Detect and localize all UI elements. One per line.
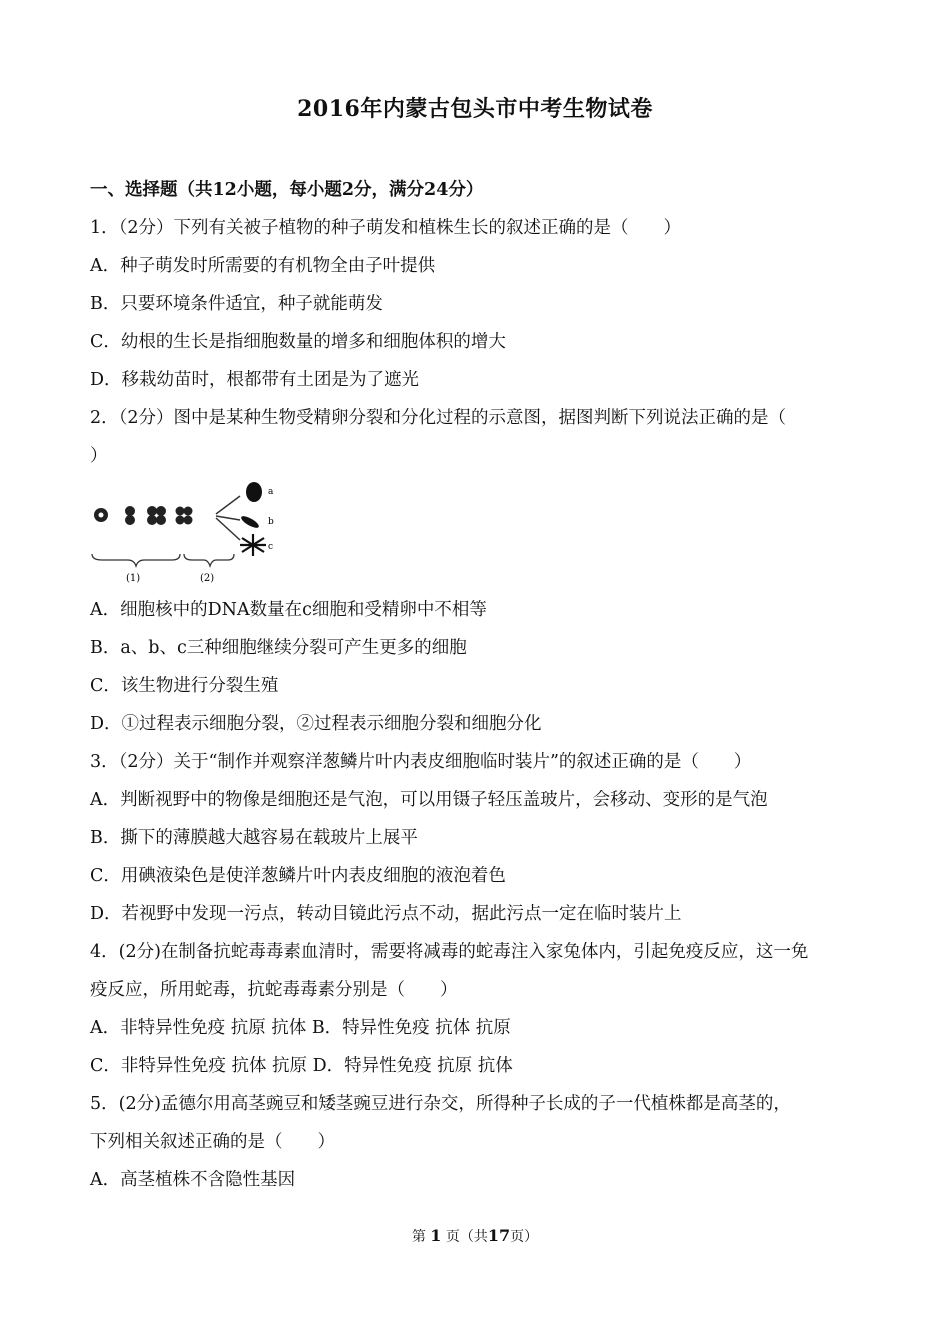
question-2-stem-cont: ）	[90, 446, 108, 466]
question-2-option-c: C．该生物进行分裂生殖	[90, 676, 279, 696]
cell-division-figure	[88, 478, 288, 586]
question-4-stem: 4．(2分)在制备抗蛇毒毒素血清时，需要将减毒的蛇毒注入家兔体内，引起免疫反应，这一免	[90, 942, 809, 962]
eight-cell-stage	[176, 507, 185, 516]
page-footer: 第 1 页（共17页）	[411, 1226, 539, 1245]
question-2-option-a: A．细胞核中的DNA数量在c细胞和受精卵中不相等	[90, 600, 487, 620]
question-4-options-cd: C．非特异性免疫 抗体 抗原 D．特异性免疫 抗原 抗体	[90, 1056, 513, 1076]
question-5-option-a: A．高茎植株不含隐性基因	[90, 1170, 296, 1190]
question-1-option-d: D．移栽幼苗时，根都带有土团是为了遮光	[90, 370, 420, 390]
question-1-option-b: B．只要环境条件适宜，种子就能萌发	[90, 294, 383, 314]
question-5-stem: 5．(2分)孟德尔用高茎豌豆和矮茎豌豆进行杂交，所得种子长成的子一代植株都是高茎的，	[90, 1094, 791, 1114]
process-2-label: (2)	[200, 573, 215, 584]
question-2-option-b: B．a、b、c三种细胞继续分裂可产生更多的细胞	[90, 638, 467, 658]
question-5-stem-cont: 下列相关叙述正确的是（ ）	[90, 1132, 335, 1152]
section-heading: 一、选择题（共12小题，每小题2分，满分24分）	[90, 180, 484, 200]
question-1-stem: 1．（2分）下列有关被子植物的种子萌发和植株生长的叙述正确的是（ ）	[90, 218, 682, 238]
total-page-count: 17	[487, 1226, 511, 1245]
brace-process-2	[184, 554, 234, 566]
question-1-option-c: C．幼根的生长是指细胞数量的增多和细胞体积的增大	[90, 332, 506, 352]
two-cell-stage	[125, 506, 135, 516]
label-a: a	[268, 487, 274, 497]
current-page-number: 1	[430, 1226, 442, 1245]
arrow-to-b	[216, 516, 240, 520]
page-title: 2016年内蒙古包头市中考生物试卷	[297, 96, 653, 122]
arrow-to-a	[216, 496, 240, 514]
label-c: c	[268, 542, 274, 552]
question-2-option-d: D．①过程表示细胞分裂，②过程表示细胞分裂和细胞分化	[90, 714, 542, 734]
question-3-stem: 3．（2分）关于“制作并观察洋葱鳞片叶内表皮细胞临时装片”的叙述正确的是（ ）	[90, 752, 752, 772]
question-3-option-d: D．若视野中发现一污点，转动目镜此污点不动，据此污点一定在临时装片上	[90, 904, 682, 924]
cell-a	[246, 482, 262, 502]
arrow-to-c	[216, 518, 240, 540]
question-3-option-a: A．判断视野中的物像是细胞还是气泡，可以用镊子轻压盖玻片，会移动、变形的是气泡	[90, 790, 768, 810]
process-1-label: (1)	[126, 573, 141, 584]
cell-b	[240, 514, 261, 530]
question-1-option-a: A．种子萌发时所需要的有机物全由子叶提供	[90, 256, 436, 276]
question-4-stem-cont: 疫反应，所用蛇毒，抗蛇毒毒素分别是（ ）	[90, 980, 458, 1000]
cell-c	[240, 534, 266, 556]
question-3-option-c: C．用碘液染色是使洋葱鳞片叶内表皮细胞的液泡着色	[90, 866, 506, 886]
question-4-options-ab: A．非特异性免疫 抗原 抗体 B．特异性免疫 抗体 抗原	[90, 1018, 511, 1038]
question-3-option-b: B．撕下的薄膜越大越容易在载玻片上展平	[90, 828, 418, 848]
brace-process-1	[92, 554, 180, 566]
four-cell-stage	[147, 506, 157, 516]
label-b: b	[268, 517, 274, 527]
question-2-stem: 2．（2分）图中是某种生物受精卵分裂和分化过程的示意图，据图判断下列说法正确的是（	[90, 408, 787, 428]
